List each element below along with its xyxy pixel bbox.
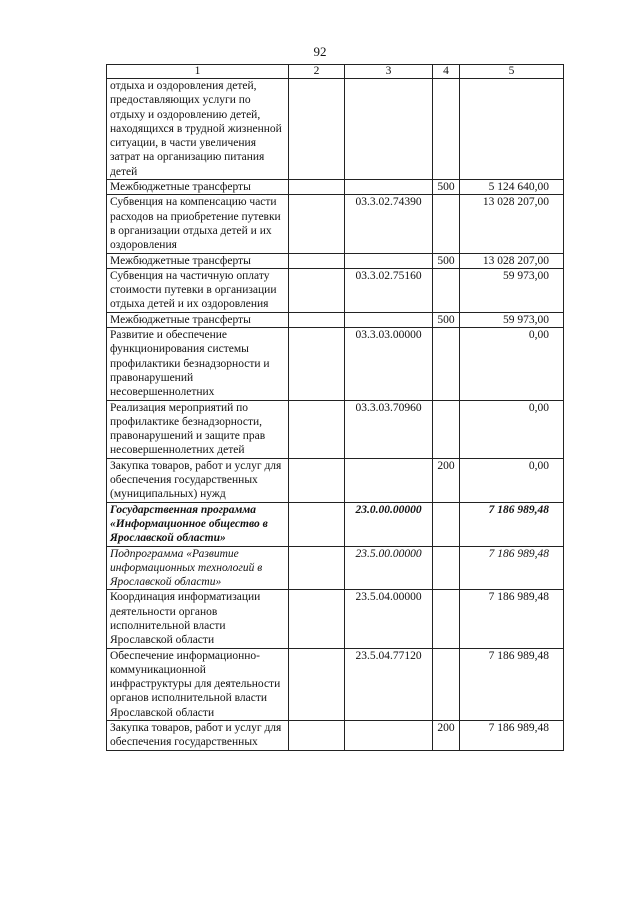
row-code-cell — [345, 79, 433, 180]
column-header: 3 — [345, 65, 433, 79]
row-code-cell — [345, 458, 433, 502]
table-row — [107, 253, 564, 268]
table-row — [107, 648, 564, 720]
row-col2-cell — [289, 268, 345, 312]
row-amount-cell: 59 973,00 — [460, 268, 564, 312]
budget-table — [106, 64, 564, 751]
column-header: 1 — [107, 65, 289, 79]
row-code-cell — [345, 721, 433, 751]
row-name-cell: Закупка товаров, работ и услуг для обеспечения государственных (муниципальных) нужд — [107, 458, 289, 502]
row-type-cell — [433, 648, 460, 720]
row-code-cell: 03.3.03.70960 — [345, 400, 433, 458]
row-code-cell: 23.0.00.00000 — [345, 502, 433, 546]
table-row — [107, 195, 564, 253]
row-code-cell — [345, 253, 433, 268]
table-row — [107, 400, 564, 458]
row-type-cell — [433, 400, 460, 458]
table-row — [107, 312, 564, 327]
row-amount-cell: 7 186 989,48 — [460, 721, 564, 751]
table-header-row — [107, 65, 564, 79]
row-type-cell: 500 — [433, 312, 460, 327]
table-row — [107, 546, 564, 590]
row-amount-cell: 13 028 207,00 — [460, 253, 564, 268]
row-col2-cell — [289, 195, 345, 253]
row-code-cell: 03.3.03.00000 — [345, 328, 433, 400]
column-header: 2 — [289, 65, 345, 79]
table-body — [107, 65, 564, 751]
table-row — [107, 79, 564, 180]
row-type-cell — [433, 195, 460, 253]
row-name-cell: Государственная программа «Информационное общество в Ярославской области» — [107, 502, 289, 546]
row-code-cell: 23.5.00.00000 — [345, 546, 433, 590]
row-type-cell: 200 — [433, 458, 460, 502]
row-type-cell: 500 — [433, 180, 460, 195]
row-amount-cell: 0,00 — [460, 400, 564, 458]
page-number: 92 — [313, 44, 327, 59]
row-code-cell: 23.5.04.77120 — [345, 648, 433, 720]
row-col2-cell — [289, 721, 345, 751]
row-type-cell — [433, 328, 460, 400]
table-row — [107, 180, 564, 195]
row-type-cell — [433, 590, 460, 648]
row-code-cell: 03.3.02.74390 — [345, 195, 433, 253]
row-code-cell: 23.5.04.00000 — [345, 590, 433, 648]
table-row — [107, 502, 564, 546]
table-row — [107, 458, 564, 502]
row-name-cell: Подпрограмма «Развитие информационных технологий в Ярославской области» — [107, 546, 289, 590]
row-type-cell: 500 — [433, 253, 460, 268]
row-name-cell: Межбюджетные трансферты — [107, 312, 289, 327]
row-name-cell: Межбюджетные трансферты — [107, 253, 289, 268]
row-amount-cell: 7 186 989,48 — [460, 502, 564, 546]
row-type-cell — [433, 79, 460, 180]
row-col2-cell — [289, 502, 345, 546]
table-row — [107, 328, 564, 400]
row-type-cell: 200 — [433, 721, 460, 751]
table-row — [107, 590, 564, 648]
column-header: 5 — [460, 65, 564, 79]
row-amount-cell: 7 186 989,48 — [460, 590, 564, 648]
row-col2-cell — [289, 590, 345, 648]
row-col2-cell — [289, 79, 345, 180]
row-type-cell — [433, 502, 460, 546]
row-name-cell: Реализация мероприятий по профилактике безнадзорности, правонарушений и защите прав несовершеннолетних детей — [107, 400, 289, 458]
row-code-cell: 03.3.02.75160 — [345, 268, 433, 312]
row-name-cell: Субвенция на компенсацию части расходов на приобретение путевки в организации отдыха детей и их оздоровления — [107, 195, 289, 253]
table-row — [107, 268, 564, 312]
row-code-cell — [345, 312, 433, 327]
row-amount-cell: 5 124 640,00 — [460, 180, 564, 195]
row-amount-cell: 7 186 989,48 — [460, 546, 564, 590]
row-type-cell — [433, 268, 460, 312]
row-col2-cell — [289, 180, 345, 195]
row-code-cell — [345, 180, 433, 195]
table-row — [107, 721, 564, 751]
row-amount-cell: 0,00 — [460, 458, 564, 502]
row-amount-cell — [460, 79, 564, 180]
row-amount-cell: 59 973,00 — [460, 312, 564, 327]
row-name-cell: Закупка товаров, работ и услуг для обеспечения государственных — [107, 721, 289, 751]
row-col2-cell — [289, 546, 345, 590]
column-header: 4 — [433, 65, 460, 79]
row-name-cell: Межбюджетные трансферты — [107, 180, 289, 195]
row-col2-cell — [289, 253, 345, 268]
row-amount-cell: 13 028 207,00 — [460, 195, 564, 253]
row-name-cell: Координация информатизации деятельности органов исполнительной власти Ярославской области — [107, 590, 289, 648]
row-name-cell: отдыха и оздоровления детей, предоставляющих услуги по отдыху и оздоровлению детей, находящихся в трудной жизненной ситуации, в части увеличения затрат на организацию питания детей — [107, 79, 289, 180]
row-col2-cell — [289, 312, 345, 327]
row-name-cell: Обеспечение информационно-коммуникационной инфраструктуры для деятельности органов исполнительной власти Ярославской области — [107, 648, 289, 720]
row-type-cell — [433, 546, 460, 590]
row-name-cell: Развитие и обеспечение функционирования системы профилактики безнадзорности и правонарушений несовершеннолетних — [107, 328, 289, 400]
row-amount-cell: 7 186 989,48 — [460, 648, 564, 720]
row-name-cell: Субвенция на частичную оплату стоимости путевки в организации отдыха детей и их оздоровления — [107, 268, 289, 312]
row-col2-cell — [289, 458, 345, 502]
row-amount-cell: 0,00 — [460, 328, 564, 400]
row-col2-cell — [289, 648, 345, 720]
row-col2-cell — [289, 328, 345, 400]
row-col2-cell — [289, 400, 345, 458]
